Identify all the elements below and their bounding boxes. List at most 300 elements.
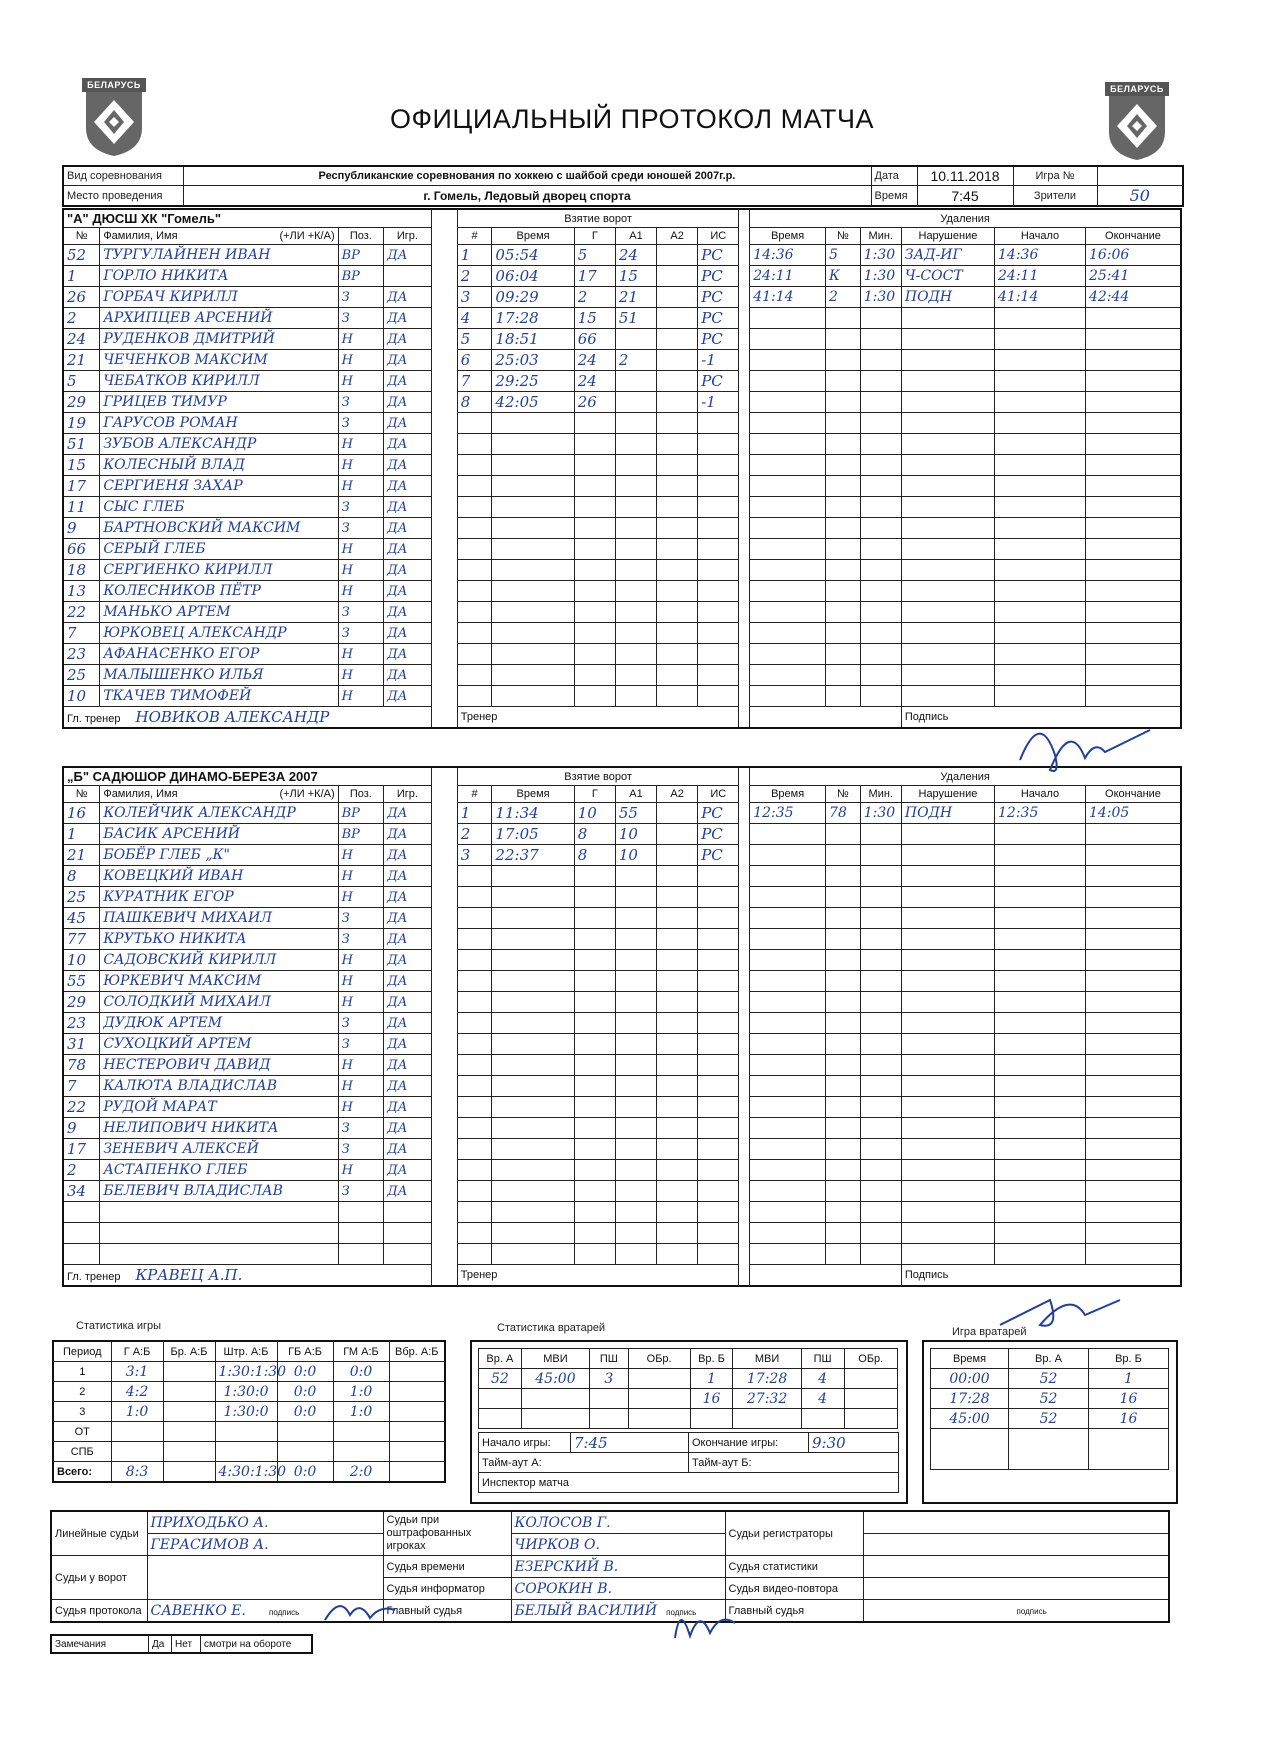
player-number: 1 — [63, 824, 100, 845]
col-goal-time: Время — [492, 786, 574, 803]
goalie-game-header: Вр. Б — [1089, 1349, 1169, 1369]
col-goal-scorer: Г — [574, 228, 615, 245]
penalties-title: Удаления — [750, 767, 1181, 786]
player-position: Н — [338, 887, 383, 908]
col-pen-time: Время — [750, 786, 826, 803]
player-played: ДА — [384, 1076, 432, 1097]
player-played — [384, 1244, 432, 1265]
player-name: ЧЕБАТКОВ КИРИЛЛ — [100, 371, 338, 392]
table-row — [63, 560, 1181, 581]
player-played: ДА — [384, 908, 432, 929]
player-position: З — [338, 308, 383, 329]
player-number: 29 — [63, 992, 100, 1013]
penalty-inf: ПОДН — [901, 287, 994, 308]
col-assist-1: А1 — [615, 228, 656, 245]
goal-a1: 10 — [615, 824, 656, 845]
player-played: ДА — [384, 1181, 432, 1202]
goal-ic: РС — [698, 329, 739, 350]
player-position: З — [338, 1181, 383, 1202]
end-value: 9:30 — [809, 1433, 899, 1453]
player-position: З — [338, 602, 383, 623]
player-position: Н — [338, 350, 383, 371]
game-no-label: Игра № — [1013, 166, 1097, 186]
table-row — [63, 1181, 1181, 1202]
col-pen-end: Окончание — [1085, 228, 1181, 245]
total-cell: 8:3 — [111, 1462, 163, 1483]
table-row — [63, 1223, 1181, 1244]
goal-a2 — [657, 845, 698, 866]
goalie-game-cell: 16 — [1089, 1389, 1169, 1409]
goal-ic: РС — [698, 266, 739, 287]
player-played: ДА — [384, 824, 432, 845]
player-position: Н — [338, 560, 383, 581]
goalie-game-header: Время — [931, 1349, 1009, 1369]
goalie-stats-cell: 3 — [590, 1369, 628, 1389]
player-played: ДА — [384, 866, 432, 887]
player-name: АРХИПЦЕВ АРСЕНИЙ — [100, 308, 338, 329]
goalie-stats-header: МВИ — [521, 1349, 589, 1369]
player-position: Н — [338, 434, 383, 455]
player-number: 18 — [63, 560, 100, 581]
player-name: ЗУБОВ АЛЕКСАНДР — [100, 434, 338, 455]
total-cell: 2:0 — [333, 1462, 389, 1483]
player-name: НЕСТЕРОВИЧ ДАВИД — [100, 1055, 338, 1076]
penalty-s: 12:35 — [995, 803, 1086, 824]
player-name: ГОРБАЧ КИРИЛЛ — [100, 287, 338, 308]
table-row — [63, 455, 1181, 476]
player-name: РУДОЙ МАРАТ — [100, 1097, 338, 1118]
remarks-yes[interactable]: Да — [149, 1635, 172, 1653]
goal-t: 17:28 — [492, 308, 574, 329]
goalie-stats-cell: 52 — [479, 1369, 522, 1389]
game-stats-cell: 1 — [53, 1362, 111, 1382]
informer-label: Судья информатор — [383, 1578, 511, 1600]
signature-label: Подпись — [901, 707, 1181, 729]
player-name: ДУДЮК АРТЕМ — [100, 1013, 338, 1034]
player-position: З — [338, 518, 383, 539]
team_b-table — [62, 766, 1182, 1287]
player-name: МАНЬКО АРТЕМ — [100, 602, 338, 623]
goalie-stats-header: ОБр. — [844, 1349, 897, 1369]
game-stats-cell: СПБ — [53, 1442, 111, 1462]
goalie-stats-cell — [590, 1389, 628, 1409]
goal-n: 2 — [457, 824, 492, 845]
player-name: БАРТНОВСКИЙ МАКСИМ — [100, 518, 338, 539]
game-stats-header: ГБ А:Б — [277, 1341, 333, 1362]
table-row — [931, 1369, 1169, 1389]
player-played: ДА — [384, 1118, 432, 1139]
video-judge-value — [863, 1578, 1169, 1600]
goalie-game-cell: 16 — [1089, 1409, 1169, 1429]
player-number: 22 — [63, 602, 100, 623]
col-assist-2: А2 — [657, 228, 698, 245]
table-row — [63, 824, 1181, 845]
player-played: ДА — [384, 245, 432, 266]
referee-label: Главный судья — [383, 1600, 511, 1623]
game-stats-cell: 2 — [53, 1382, 111, 1402]
player-played: ДА — [384, 1034, 432, 1055]
goal-n: 1 — [457, 803, 492, 824]
goal-ic: РС — [698, 845, 739, 866]
venue-label: Место проведения — [63, 186, 183, 207]
player-name: СОЛОДКИЙ МИХАИЛ — [100, 992, 338, 1013]
penalty-min: 1:30 — [860, 245, 901, 266]
date-value: 10.11.2018 — [917, 166, 1013, 186]
penalty-t: 12:35 — [750, 803, 826, 824]
player-number — [63, 1244, 100, 1265]
goalie-game-cell: 52 — [1009, 1389, 1089, 1409]
col-name: Фамилия, Имя — [103, 230, 178, 242]
table-row — [63, 539, 1181, 560]
player-name — [100, 1223, 338, 1244]
game-stats-cell: 0:0 — [277, 1362, 333, 1382]
col-pen-infraction: Нарушение — [901, 786, 994, 803]
goalie-stats-cell: 17:28 — [733, 1369, 801, 1389]
player-played: ДА — [384, 971, 432, 992]
goal-a2 — [657, 287, 698, 308]
player-position: ВР — [338, 245, 383, 266]
coach-label: Гл. тренер — [67, 713, 121, 725]
player-name: КОВЕЦКИЙ ИВАН — [100, 866, 338, 887]
goal-a1: 21 — [615, 287, 656, 308]
player-name: ГАРУСОВ РОМАН — [100, 413, 338, 434]
player-name: ЗЕНЕВИЧ АЛЕКСЕЙ — [100, 1139, 338, 1160]
col-pen-start: Начало — [995, 786, 1086, 803]
col-situation: ИС — [698, 786, 739, 803]
game-stats-cell: ОТ — [53, 1422, 111, 1442]
game-stats-cell: 1:0 — [333, 1402, 389, 1422]
player-played: ДА — [384, 686, 432, 707]
game-stats-header: Штр. А:Б — [215, 1341, 277, 1362]
player-position: Н — [338, 539, 383, 560]
game-stats-header: Бр. А:Б — [163, 1341, 215, 1362]
goal-n: 5 — [457, 329, 492, 350]
signature-label: Подпись — [901, 1265, 1181, 1287]
player-position: Н — [338, 971, 383, 992]
total-label: Всего: — [53, 1462, 111, 1483]
goalie-stats-cell: 16 — [690, 1389, 733, 1409]
scorer-value: САВЕНКО Е. — [150, 1602, 246, 1619]
col-goal-no: # — [457, 786, 492, 803]
game-stats-header: ГМ А:Б — [333, 1341, 389, 1362]
table-row — [53, 1442, 445, 1462]
game-stats-cell — [277, 1442, 333, 1462]
player-played — [384, 1202, 432, 1223]
goal-a1 — [615, 371, 656, 392]
player-name: ЮРКЕВИЧ МАКСИМ — [100, 971, 338, 992]
goal-a2 — [657, 266, 698, 287]
penalty-t: 14:36 — [750, 245, 826, 266]
player-number: 2 — [63, 1160, 100, 1181]
table-row — [63, 992, 1181, 1013]
col-pos: Поз. — [338, 786, 383, 803]
player-position: З — [338, 497, 383, 518]
player-number: 7 — [63, 1076, 100, 1097]
goal-t: 11:34 — [492, 803, 574, 824]
goal-a2 — [657, 308, 698, 329]
col-goal-time: Время — [492, 228, 574, 245]
timekeeper-label: Судья времени — [383, 1556, 511, 1578]
penalty-t: 41:14 — [750, 287, 826, 308]
goal-g: 66 — [574, 329, 615, 350]
registrar-2 — [863, 1534, 1169, 1556]
timekeeper-value: ЕЗЕРСКИЙ В. — [511, 1556, 725, 1578]
goal-g: 24 — [574, 371, 615, 392]
penalty-no: К — [826, 266, 861, 287]
table-row — [63, 845, 1181, 866]
coach-name: КРАВЕЦ А.П. — [135, 1266, 243, 1284]
table-row — [53, 1362, 445, 1382]
goal-a2 — [657, 329, 698, 350]
player-name — [100, 1202, 338, 1223]
penalty-e: 42:44 — [1085, 287, 1181, 308]
player-played: ДА — [384, 476, 432, 497]
goalie-stats-cell — [690, 1409, 733, 1429]
penalty-judge-1: КОЛОСОВ Г. — [511, 1511, 725, 1534]
player-position: Н — [338, 1160, 383, 1181]
player-name: ГОРЛО НИКИТА — [100, 266, 338, 287]
game-stats-cell: 1:0 — [111, 1402, 163, 1422]
player-name: СЕРГИЕНКО КИРИЛЛ — [100, 560, 338, 581]
player-played: ДА — [384, 455, 432, 476]
col-role: (+ЛИ +К/А) — [279, 788, 335, 800]
col-assist-1: А1 — [615, 786, 656, 803]
player-position: Н — [338, 1076, 383, 1097]
table-row — [63, 434, 1181, 455]
goal-t: 29:25 — [492, 371, 574, 392]
penalty-inf: Ч-СОСТ — [901, 266, 994, 287]
stats-judge-label: Судья статистики — [725, 1556, 863, 1578]
goal-n: 8 — [457, 392, 492, 413]
col-pos: Поз. — [338, 228, 383, 245]
game-time-table — [478, 1432, 899, 1493]
table-row — [63, 1013, 1181, 1034]
game-stats-cell — [333, 1422, 389, 1442]
game-stats-cell — [389, 1382, 445, 1402]
trainer-label: Тренер — [460, 711, 498, 723]
goal-g: 17 — [574, 266, 615, 287]
player-position: Н — [338, 581, 383, 602]
goalie-stats-cell — [479, 1389, 522, 1409]
game-stats-cell: 3:1 — [111, 1362, 163, 1382]
game-stats-cell: 1:30:0 — [215, 1402, 277, 1422]
player-position: З — [338, 287, 383, 308]
goalie-game-cell: 45:00 — [931, 1409, 1009, 1429]
player-number: 23 — [63, 644, 100, 665]
player-name: ЮРКОВЕЦ АЛЕКСАНДР — [100, 623, 338, 644]
match-header-table — [62, 165, 1184, 207]
col-pen-time: Время — [750, 228, 826, 245]
goal-g: 10 — [574, 803, 615, 824]
goalie-stats-cell — [628, 1409, 690, 1429]
player-name: БЕЛЕВИЧ ВЛАДИСЛАВ — [100, 1181, 338, 1202]
player-position: Н — [338, 476, 383, 497]
goalie-game-header: Вр. А — [1009, 1349, 1089, 1369]
player-position — [338, 1244, 383, 1265]
table-row — [63, 887, 1181, 908]
goalie-stats-cell: 4 — [801, 1389, 844, 1409]
game-stats-cell — [111, 1422, 163, 1442]
goalie-stats-header: ПШ — [801, 1349, 844, 1369]
time-value: 7:45 — [917, 186, 1013, 207]
goalie-stats-table — [478, 1348, 898, 1429]
player-name: КРУТЬКО НИКИТА — [100, 929, 338, 950]
stats-judge-value — [863, 1556, 1169, 1578]
table-row — [63, 803, 1181, 824]
player-name: САДОВСКИЙ КИРИЛЛ — [100, 950, 338, 971]
timeout-a-label: Тайм-аут А: — [479, 1453, 689, 1473]
player-number: 11 — [63, 497, 100, 518]
goal-a1: 15 — [615, 266, 656, 287]
table-row — [63, 1076, 1181, 1097]
player-played: ДА — [384, 392, 432, 413]
player-name: СЕРЫЙ ГЛЕБ — [100, 539, 338, 560]
game-stats-header: Вбр. А:Б — [389, 1341, 445, 1362]
goal-n: 4 — [457, 308, 492, 329]
player-number: 78 — [63, 1055, 100, 1076]
goal-t: 42:05 — [492, 392, 574, 413]
game-stats-cell: 0:0 — [277, 1402, 333, 1422]
goal-a2 — [657, 392, 698, 413]
table-row — [479, 1389, 898, 1409]
remarks-no[interactable]: Нет — [172, 1635, 201, 1653]
col-pen-end: Окончание — [1085, 786, 1181, 803]
player-name: РУДЕНКОВ ДМИТРИЙ — [100, 329, 338, 350]
player-position — [338, 1202, 383, 1223]
player-number: 26 — [63, 287, 100, 308]
player-name: КАЛЮТА ВЛАДИСЛАВ — [100, 1076, 338, 1097]
signature-scorer — [320, 1590, 400, 1630]
goalie-stats-cell: 45:00 — [521, 1369, 589, 1389]
goal-ic: -1 — [698, 350, 739, 371]
game-stats-cell — [163, 1382, 215, 1402]
player-number: 21 — [63, 350, 100, 371]
goalie-stats-cell — [590, 1409, 628, 1429]
table-row — [53, 1402, 445, 1422]
table-row — [63, 866, 1181, 887]
player-name: КОЛЕСНИКОВ ПЁТР — [100, 581, 338, 602]
player-position: Н — [338, 1097, 383, 1118]
goal-a2 — [657, 245, 698, 266]
goal-n: 2 — [457, 266, 492, 287]
table-row — [63, 1055, 1181, 1076]
goal-a1: 51 — [615, 308, 656, 329]
goalie-game-box — [922, 1340, 1178, 1504]
player-name: ПАШКЕВИЧ МИХАИЛ — [100, 908, 338, 929]
goalie-stats-title: Статистика вратарей — [497, 1322, 606, 1334]
trainer-label: Тренер — [460, 1269, 498, 1281]
goal-g: 26 — [574, 392, 615, 413]
table-row — [63, 1034, 1181, 1055]
table-row — [63, 1118, 1181, 1139]
spectators-label: Зрители — [1013, 186, 1097, 207]
player-number: 9 — [63, 1118, 100, 1139]
goalie-stats-cell — [844, 1409, 897, 1429]
team-a-section — [62, 208, 1182, 729]
inspector-label: Инспектор матча — [479, 1473, 899, 1493]
scorer-sign-label: подпись — [269, 1607, 300, 1617]
goalie-stats-cell: 1 — [690, 1369, 733, 1389]
player-number: 29 — [63, 392, 100, 413]
player-played: ДА — [384, 950, 432, 971]
penalty-s: 14:36 — [995, 245, 1086, 266]
table-row — [63, 1139, 1181, 1160]
table-row — [63, 413, 1181, 434]
page-title: ОФИЦИАЛЬНЫЙ ПРОТОКОЛ МАТЧА — [390, 104, 874, 134]
goalie-game-cell: 1 — [1089, 1369, 1169, 1389]
goalie-stats-box — [470, 1340, 908, 1504]
penalty-no: 5 — [826, 245, 861, 266]
table-row — [63, 245, 1181, 266]
game-stats-header: Период — [53, 1341, 111, 1362]
game-stats-cell — [163, 1362, 215, 1382]
table-row — [63, 929, 1181, 950]
player-position: З — [338, 929, 383, 950]
table-row — [479, 1369, 898, 1389]
remarks-label: Замечания — [51, 1635, 149, 1653]
table-row — [63, 266, 1181, 287]
table-row — [63, 908, 1181, 929]
game-stats-cell — [389, 1362, 445, 1382]
goal-ic: РС — [698, 308, 739, 329]
player-number: 25 — [63, 887, 100, 908]
player-played: ДА — [384, 1055, 432, 1076]
goals-title: Взятие ворот — [457, 767, 739, 786]
player-position: Н — [338, 1055, 383, 1076]
table-row — [931, 1389, 1169, 1409]
col-name: Фамилия, Имя — [103, 788, 178, 800]
player-position: Н — [338, 665, 383, 686]
goalie-game-title: Игра вратарей — [952, 1326, 1027, 1338]
player-played: ДА — [384, 581, 432, 602]
goal-a2 — [657, 350, 698, 371]
total-cell: 4:30:1:30 — [215, 1462, 277, 1483]
player-played: ДА — [384, 560, 432, 581]
start-label: Начало игры: — [479, 1433, 571, 1453]
goal-t: 06:04 — [492, 266, 574, 287]
player-number: 66 — [63, 539, 100, 560]
team-name: "А" ДЮСШ ХК "Гомель" — [63, 209, 431, 228]
game-stats-cell — [163, 1422, 215, 1442]
col-no: № — [63, 228, 100, 245]
game-no-value — [1097, 166, 1183, 186]
player-position: З — [338, 392, 383, 413]
game-stats-cell — [163, 1442, 215, 1462]
penalty-no: 78 — [826, 803, 861, 824]
goalie-game-table — [930, 1348, 1169, 1470]
total-cell — [163, 1462, 215, 1483]
player-name: СЫС ГЛЕБ — [100, 497, 338, 518]
table-row — [63, 329, 1181, 350]
player-position: ВР — [338, 266, 383, 287]
penalty-e: 16:06 — [1085, 245, 1181, 266]
player-played: ДА — [384, 1139, 432, 1160]
goalie-game-cell: 52 — [1009, 1369, 1089, 1389]
table-row — [53, 1382, 445, 1402]
table-row — [63, 644, 1181, 665]
col-role: (+ЛИ +К/А) — [279, 230, 335, 242]
goal-g: 2 — [574, 287, 615, 308]
video-judge-label: Судья видео-повтора — [725, 1578, 863, 1600]
venue-value: г. Гомель, Ледовый дворец спорта — [183, 186, 871, 207]
player-number: 17 — [63, 1139, 100, 1160]
goal-g: 8 — [574, 824, 615, 845]
linesman-2: ГЕРАСИМОВ А. — [147, 1534, 383, 1556]
goalie-stats-cell: 4 — [801, 1369, 844, 1389]
player-position: Н — [338, 845, 383, 866]
player-played: ДА — [384, 1097, 432, 1118]
player-number: 51 — [63, 434, 100, 455]
